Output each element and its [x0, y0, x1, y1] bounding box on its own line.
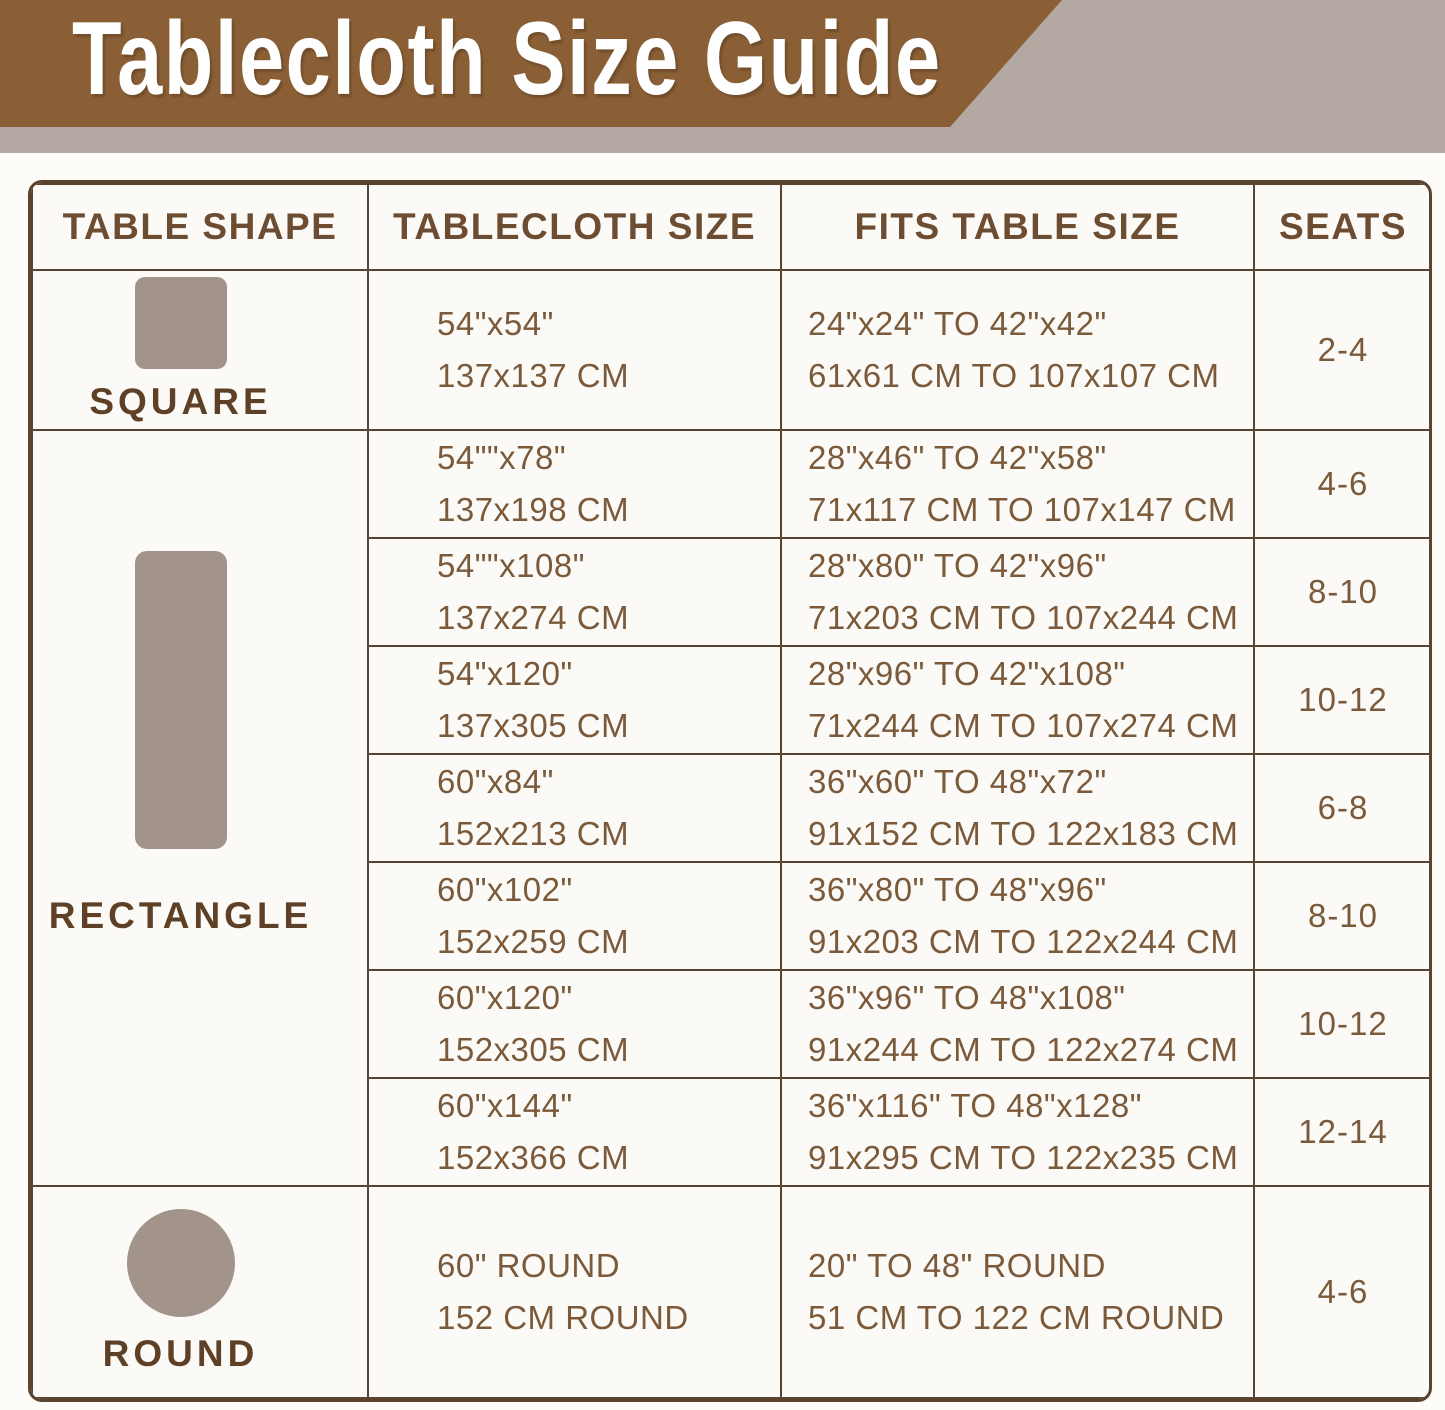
cloth-size-in: 54""x78": [437, 439, 567, 476]
cloth-size-in: 60" ROUND: [437, 1247, 621, 1284]
shape-label: ROUND: [102, 1333, 259, 1374]
header-tablecloth-size: TABLECLOTH SIZE: [368, 184, 781, 270]
seats-cell: [1254, 270, 1432, 430]
cloth-size-in: 60"x84": [437, 763, 554, 800]
cloth-size-cm: 152x213 CM: [437, 815, 630, 852]
fits-size-cm: 91x244 CM TO 122x274 CM: [808, 1031, 1239, 1068]
cloth-size-cell: [368, 646, 781, 754]
seats-cell: [1254, 970, 1432, 1078]
cloth-size-cell: [368, 270, 781, 430]
cloth-size-cm: 137x137 CM: [437, 357, 630, 394]
cloth-size-in: 54"x54": [437, 305, 554, 342]
seats-cell: [1254, 538, 1432, 646]
header-seats: SEATS: [1254, 184, 1432, 270]
fits-size-cell: [781, 754, 1254, 862]
fits-size-in: 28"x46" TO 42"x58": [808, 439, 1107, 476]
cloth-size-cm: 137x198 CM: [437, 491, 630, 528]
shape-cell-round: [32, 1186, 368, 1398]
seats-cell: [1254, 754, 1432, 862]
fits-size-in: 24"x24" TO 42"x42": [808, 305, 1107, 342]
fits-size-cell: [781, 862, 1254, 970]
seats-value: 4-6: [1317, 1273, 1369, 1310]
seats-value: 4-6: [1317, 465, 1369, 502]
fits-size-cm: 71x244 CM TO 107x274 CM: [808, 707, 1239, 744]
fits-size-cell: [781, 270, 1254, 430]
seats-value: 8-10: [1307, 897, 1379, 934]
fits-size-cell: [781, 1078, 1254, 1186]
seats-value: 10-12: [1298, 1005, 1388, 1042]
seats-value: 6-8: [1317, 789, 1369, 826]
shape-cell-rectangle: [32, 430, 368, 1186]
cloth-size-cm: 152 CM ROUND: [437, 1299, 689, 1336]
cloth-size-cm: 137x274 CM: [437, 599, 630, 636]
circle-icon: [127, 1209, 235, 1317]
cloth-size-cell: [368, 754, 781, 862]
seats-cell: [1254, 1078, 1432, 1186]
fits-size-in: 36"x116" TO 48"x128": [808, 1087, 1142, 1124]
fits-size-cm: 91x152 CM TO 122x183 CM: [808, 815, 1239, 852]
cloth-size-cell: [368, 1078, 781, 1186]
seats-cell: [1254, 646, 1432, 754]
size-guide-table: [28, 180, 1432, 1402]
cloth-size-cell: [368, 538, 781, 646]
fits-size-in: 36"x80" TO 48"x96": [808, 871, 1107, 908]
fits-size-cm: 61x61 CM TO 107x107 CM: [808, 357, 1220, 394]
cloth-size-cell: [368, 1186, 781, 1398]
fits-size-in: 28"x80" TO 42"x96": [808, 547, 1107, 584]
shape-cell-square: [32, 270, 368, 430]
header-fits-table-size: FITS TABLE SIZE: [781, 184, 1254, 270]
table-row: [32, 430, 1432, 538]
fits-size-in: 36"x96" TO 48"x108": [808, 979, 1126, 1016]
cloth-size-cm: 137x305 CM: [437, 707, 630, 744]
cloth-size-cell: [368, 970, 781, 1078]
fits-size-cm: 71x203 CM TO 107x244 CM: [808, 599, 1239, 636]
fits-size-cell: [781, 1186, 1254, 1398]
cloth-size-in: 60"x120": [437, 979, 573, 1016]
rectangle-icon: [135, 551, 227, 849]
seats-cell: [1254, 430, 1432, 538]
table-row: [32, 270, 1432, 430]
square-icon: [135, 277, 227, 369]
cloth-size-in: 60"x144": [437, 1087, 573, 1124]
fits-size-in: 20" TO 48" ROUND: [808, 1247, 1106, 1284]
table-row: [32, 1186, 1432, 1398]
seats-cell: [1254, 862, 1432, 970]
fits-size-cell: [781, 970, 1254, 1078]
seats-value: 10-12: [1298, 681, 1388, 718]
cloth-size-cell: [368, 862, 781, 970]
seats-value: 12-14: [1298, 1113, 1388, 1150]
fits-size-cell: [781, 538, 1254, 646]
cloth-size-cm: 152x305 CM: [437, 1031, 630, 1068]
fits-size-cm: 71x117 CM TO 107x147 CM: [808, 491, 1236, 528]
cloth-size-cm: 152x366 CM: [437, 1139, 630, 1176]
shape-label: RECTANGLE: [48, 894, 313, 936]
cloth-size-in: 54""x108": [437, 547, 585, 584]
cloth-size-cell: [368, 430, 781, 538]
cloth-size-cm: 152x259 CM: [437, 923, 630, 960]
seats-value: 8-10: [1307, 573, 1379, 610]
fits-size-cell: [781, 646, 1254, 754]
fits-size-in: 28"x96" TO 42"x108": [808, 655, 1126, 692]
cloth-size-in: 60"x102": [437, 871, 573, 908]
seats-cell: [1254, 1186, 1432, 1398]
fits-size-cm: 51 CM TO 122 CM ROUND: [808, 1299, 1225, 1336]
cloth-size-in: 54"x120": [437, 655, 573, 692]
fits-size-cm: 91x295 CM TO 122x235 CM: [808, 1139, 1239, 1176]
table-header-row: [32, 184, 1432, 270]
shape-label: SQUARE: [89, 381, 272, 422]
page-title: Tablecloth Size Guide: [72, 1, 942, 117]
seats-value: 2-4: [1317, 331, 1369, 368]
fits-size-cm: 91x203 CM TO 122x244 CM: [808, 923, 1239, 960]
header-table-shape: TABLE SHAPE: [32, 184, 368, 270]
fits-size-cell: [781, 430, 1254, 538]
fits-size-in: 36"x60" TO 48"x72": [808, 763, 1107, 800]
